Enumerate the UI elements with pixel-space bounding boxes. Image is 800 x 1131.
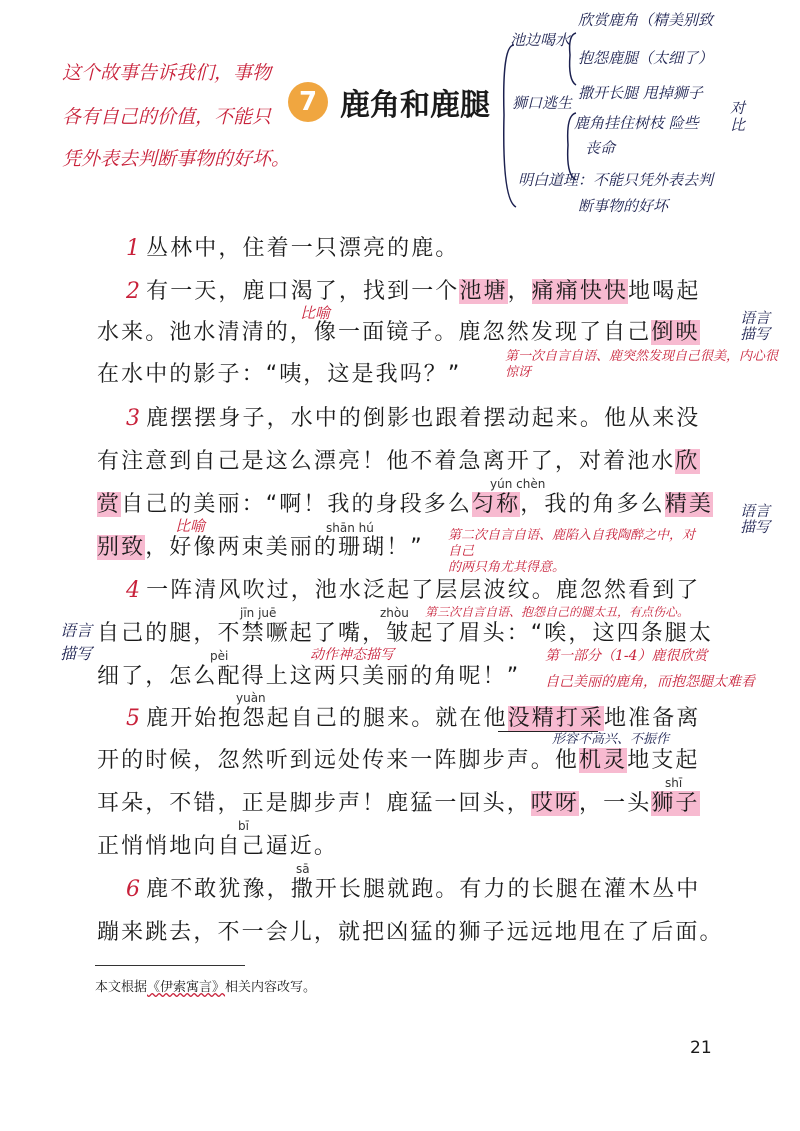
pinyin-bi: bī [238, 819, 249, 833]
story-text: 自己的腿，不禁噘起了嘴，皱起了眉头：“唉，这四条腿太 [97, 621, 713, 646]
annotation-note-1: 第一次自言自语、鹿突然发现自己很美，内心很惊讶 [505, 349, 779, 380]
story-text: 有注意到自己是这么漂亮！他不着急离开了，对着池水 [97, 449, 676, 474]
paragraph-number: 3 [126, 406, 143, 431]
highlighted-text: 精美 [664, 492, 714, 517]
note-topleft-line1: 这个故事告诉我们，事物 [62, 62, 272, 84]
note-topleft-line2: 各有自己的价值，不能只 [62, 106, 272, 128]
story-text: 地喝起 [628, 279, 701, 304]
annotation-language-3a: 语言 [60, 621, 93, 640]
highlighted-text: 别致 [97, 535, 146, 560]
highlighted-text: 倒映 [651, 320, 700, 345]
highlighted-text: 匀称 [472, 492, 521, 517]
highlighted-text: 欣 [675, 449, 700, 474]
pinyin-yunchen: yún chèn [490, 477, 546, 491]
story-text: ， [507, 279, 532, 304]
annotation-metaphor-2: 比喻 [175, 517, 206, 535]
mindmap-branch-3a: 明白道理：不能只凭外表去判 [518, 171, 714, 189]
story-line [97, 450, 700, 474]
paragraph-number: 5 [126, 706, 143, 731]
annotation-meaning: 形容不高兴、不振作 [552, 732, 670, 747]
story-text: 丛林中，住着一只漂亮的鹿。 [146, 236, 460, 261]
story-line [126, 579, 700, 603]
story-line [97, 321, 700, 345]
mindmap-branch-2: 狮口逃生 [512, 94, 573, 112]
paragraph-number: 1 [126, 236, 143, 261]
pinyin-yuan: yuàn [236, 691, 266, 705]
annotation-note-3: 第三次自言自语、抱怨自己的腿太丑，有点伤心。 [425, 605, 690, 619]
story-line [97, 363, 461, 387]
annotation-language-1: 语言描写 [740, 309, 771, 343]
story-text: 地准备离 [604, 706, 701, 731]
story-text: ，一头 [579, 791, 652, 816]
annotation-language-3b: 描写 [60, 644, 93, 663]
annotation-note-2a: 第二次自言自语、鹿陷入自我陶醉之中，对自己 [448, 528, 696, 559]
story-text: 在水中的影子：“咦，这是我吗？” [97, 362, 462, 387]
mindmap-branch-2c: 丧命 [585, 139, 616, 157]
story-text: 鹿不敢犹豫，撒开长腿就跑。有力的长腿在灌木丛中 [146, 877, 701, 902]
highlighted-text: 池塘 [459, 279, 508, 304]
story-line [126, 280, 700, 304]
pinyin-pei: pèi [210, 649, 229, 663]
highlighted-text: 没精打采 [507, 706, 605, 731]
annotation-note-2b: 的两只角尤其得意。 [448, 560, 566, 575]
story-line [97, 536, 424, 560]
highlighted-text: 哎呀 [530, 791, 580, 816]
mindmap-branch-1b: 抱怨鹿腿（太细了） [578, 49, 714, 67]
highlighted-text: 痛痛快快 [531, 279, 629, 304]
story-line [126, 407, 700, 431]
highlighted-text: 狮子 [651, 791, 700, 816]
story-line [97, 835, 338, 859]
story-text: ，好像两束美丽的珊瑚！” [145, 535, 424, 560]
footnote [95, 976, 316, 995]
story-text: 正悄悄地向自己逼近。 [97, 834, 339, 859]
story-text: 一阵清风吹过，池水泛起了层层波纹。鹿忽然看到了 [146, 578, 701, 603]
story-line [126, 237, 459, 261]
story-line [97, 749, 700, 773]
story-line [97, 665, 520, 689]
mindmap-branch-2a: 撒开长腿 甩掉狮子 [578, 84, 703, 102]
story-text: 鹿摆摆身子，水中的倒影也跟着摆动起来。他从来没 [146, 406, 701, 431]
annotation-part1-b: 自己美丽的鹿角，而抱怨腿太难看 [545, 674, 755, 690]
mindmap-contrast: 对比 [730, 99, 746, 134]
footnote-book: 《伊索寓言》 [147, 980, 226, 995]
footnote-post: 相关内容改写。 [225, 980, 317, 995]
footnote-pre: 本文根据 [95, 980, 148, 995]
pinyin-sa: sā [296, 862, 310, 876]
annotation-note-2 [448, 528, 703, 576]
story-line [97, 493, 713, 517]
paragraph-number: 6 [126, 877, 143, 902]
annotation-part1-a: 第一部分（1-4）鹿很欣赏 [545, 648, 708, 664]
story-line [126, 707, 700, 731]
story-line [126, 878, 700, 902]
story-text: 自己的美丽：“啊！我的身段多么 [121, 492, 473, 517]
story-text: 耳朵，不错，正是脚步声！鹿猛一回头， [97, 791, 531, 816]
annotation-language-2: 语言描写 [740, 502, 771, 536]
annotation-action: 动作神态描写 [310, 647, 394, 663]
note-topleft-line3: 凭外表去判断事物的好坏。 [62, 148, 291, 170]
annotation-metaphor-1: 比喻 [300, 304, 331, 322]
mindmap-branch-3b: 断事物的好坏 [578, 197, 669, 215]
story-text: 细了，怎么配得上这两只美丽的角呢！” [97, 664, 521, 689]
highlighted-text: 机灵 [579, 748, 628, 773]
paragraph-number: 2 [126, 279, 143, 304]
story-text: 地支起 [627, 748, 700, 773]
pinyin-shanhu: shān hú [326, 521, 374, 535]
footnote-divider [95, 965, 245, 966]
pinyin-zhou: zhòu [380, 606, 409, 620]
mindmap-branch-1: 池边喝水 [510, 31, 571, 49]
story-text: 水来。池水清清的，像一面镜子。鹿忽然发现了自己 [97, 320, 652, 345]
mindmap-branch-2b: 鹿角挂住树枝 险些 [574, 114, 699, 132]
story-text: 有一天，鹿口渴了，找到一个 [146, 279, 460, 304]
pinyin-shi: shī [665, 776, 683, 790]
paragraph-number: 4 [126, 578, 143, 603]
highlighted-text: 赏 [97, 492, 122, 517]
story-text: 蹦来跳去，不一会儿，就把凶猛的狮子远远地甩在了后面。 [97, 920, 724, 945]
story-line [97, 921, 724, 945]
story-line [97, 622, 713, 646]
page-number: 21 [690, 1038, 712, 1058]
mindmap-branch-1a: 欣赏鹿角（精美别致 [578, 11, 714, 29]
lesson-title: 鹿角和鹿腿 [340, 88, 490, 123]
story-text: ，我的角多么 [520, 492, 665, 517]
story-text: 鹿开始抱怨起自己的腿来。就在他 [146, 706, 508, 731]
pinyin-jinjue: jīn juē [240, 606, 277, 620]
story-line [97, 792, 700, 816]
lesson-number-badge: 7 [288, 82, 328, 122]
story-text: 开的时候，忽然听到远处传来一阵脚步声。他 [97, 748, 580, 773]
